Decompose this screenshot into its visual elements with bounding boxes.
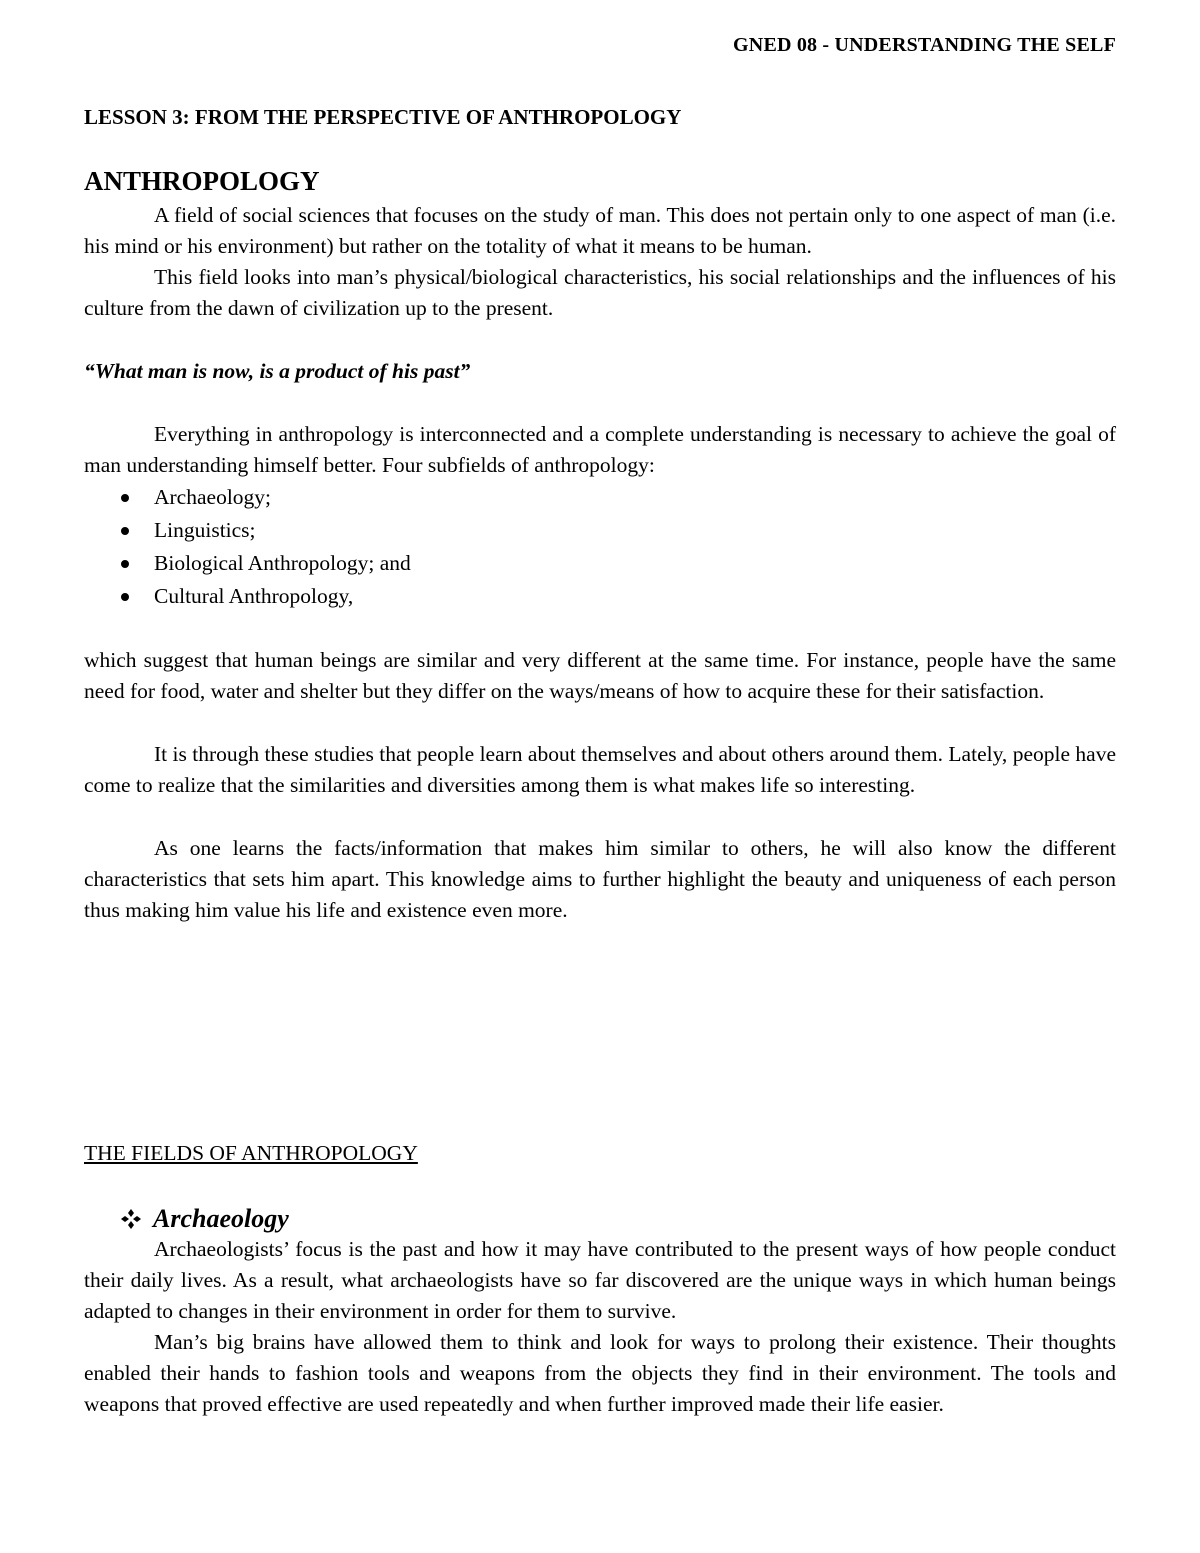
paragraph-interconnected: Everything in anthropology is interconnected and a complete understanding is necessary to achieve the goal of man understanding himself better. Four subfields of anthropology: xyxy=(84,422,1116,477)
course-header: GNED 08 - UNDERSTANDING THE SELF xyxy=(733,34,1116,56)
section-heading-anthropology: ANTHROPOLOGY xyxy=(84,166,320,196)
paragraph-field-scope: This field looks into man’s physical/biological characteristics, his social relationships and the influences of his culture from the dawn of civilization up to the present. xyxy=(84,265,1116,320)
bullet-icon xyxy=(121,560,129,568)
bullet-icon xyxy=(121,593,129,601)
paragraph-archaeology-tools: Man’s big brains have allowed them to think and look for ways to prolong their existence. Their thoughts enabled their hands to fashion tools and weapons from the objects they find in their environment. The tools and weapons that proved effective are used repeatedly and when further improved made their life easier. xyxy=(84,1330,1116,1416)
subheading-label: Archaeology xyxy=(153,1204,289,1233)
fields-title: THE FIELDS OF ANTHROPOLOGY xyxy=(84,1141,418,1165)
paragraph-uniqueness: As one learns the facts/information that makes him similar to others, he will also know the different characteristics that sets him apart. This knowledge aims to further highlight the beauty and uniqueness of each person thus making him value his life and existence even more. xyxy=(84,836,1116,922)
list-item xyxy=(84,514,1116,547)
list-item xyxy=(84,580,1116,613)
four-diamond-icon xyxy=(121,1209,141,1229)
list-item-label: Biological Anthropology; and xyxy=(154,551,411,575)
list-item-label: Linguistics; xyxy=(154,518,256,542)
list-item-label: Cultural Anthropology, xyxy=(154,584,354,608)
bullet-icon xyxy=(121,494,129,502)
paragraph-similarities: which suggest that human beings are similar and very different at the same time. For instance, people have the same need for food, water and shelter but they differ on the ways/means of how to acquire these for their satisfaction. xyxy=(84,648,1116,703)
subfields-list xyxy=(84,481,1116,613)
list-item xyxy=(84,547,1116,580)
document-body xyxy=(84,104,1116,1420)
list-item-label: Archaeology; xyxy=(154,485,272,509)
list-item xyxy=(84,481,1116,514)
subheading-archaeology xyxy=(121,1204,1116,1234)
paragraph-definition: A field of social sciences that focuses on the study of man. This does not pertain only to one aspect of man (i.e. his mind or his environment) but rather on the totality of what it means to be human. xyxy=(84,203,1116,258)
lesson-title: LESSON 3: FROM THE PERSPECTIVE OF ANTHROPOLOGY xyxy=(84,105,682,129)
paragraph-studies: It is through these studies that people learn about themselves and about others around them. Lately, people have come to realize that the similarities and diversities among them is what makes life so interesting. xyxy=(84,742,1116,797)
bullet-icon xyxy=(121,527,129,535)
quote: “What man is now, is a product of his past” xyxy=(84,359,471,383)
paragraph-archaeology-focus: Archaeologists’ focus is the past and how it may have contributed to the present ways of how people conduct their daily lives. As a result, what archaeologists have so far discovered are the unique ways in which human beings adapted to changes in their environment in order for them to survive. xyxy=(84,1237,1116,1323)
